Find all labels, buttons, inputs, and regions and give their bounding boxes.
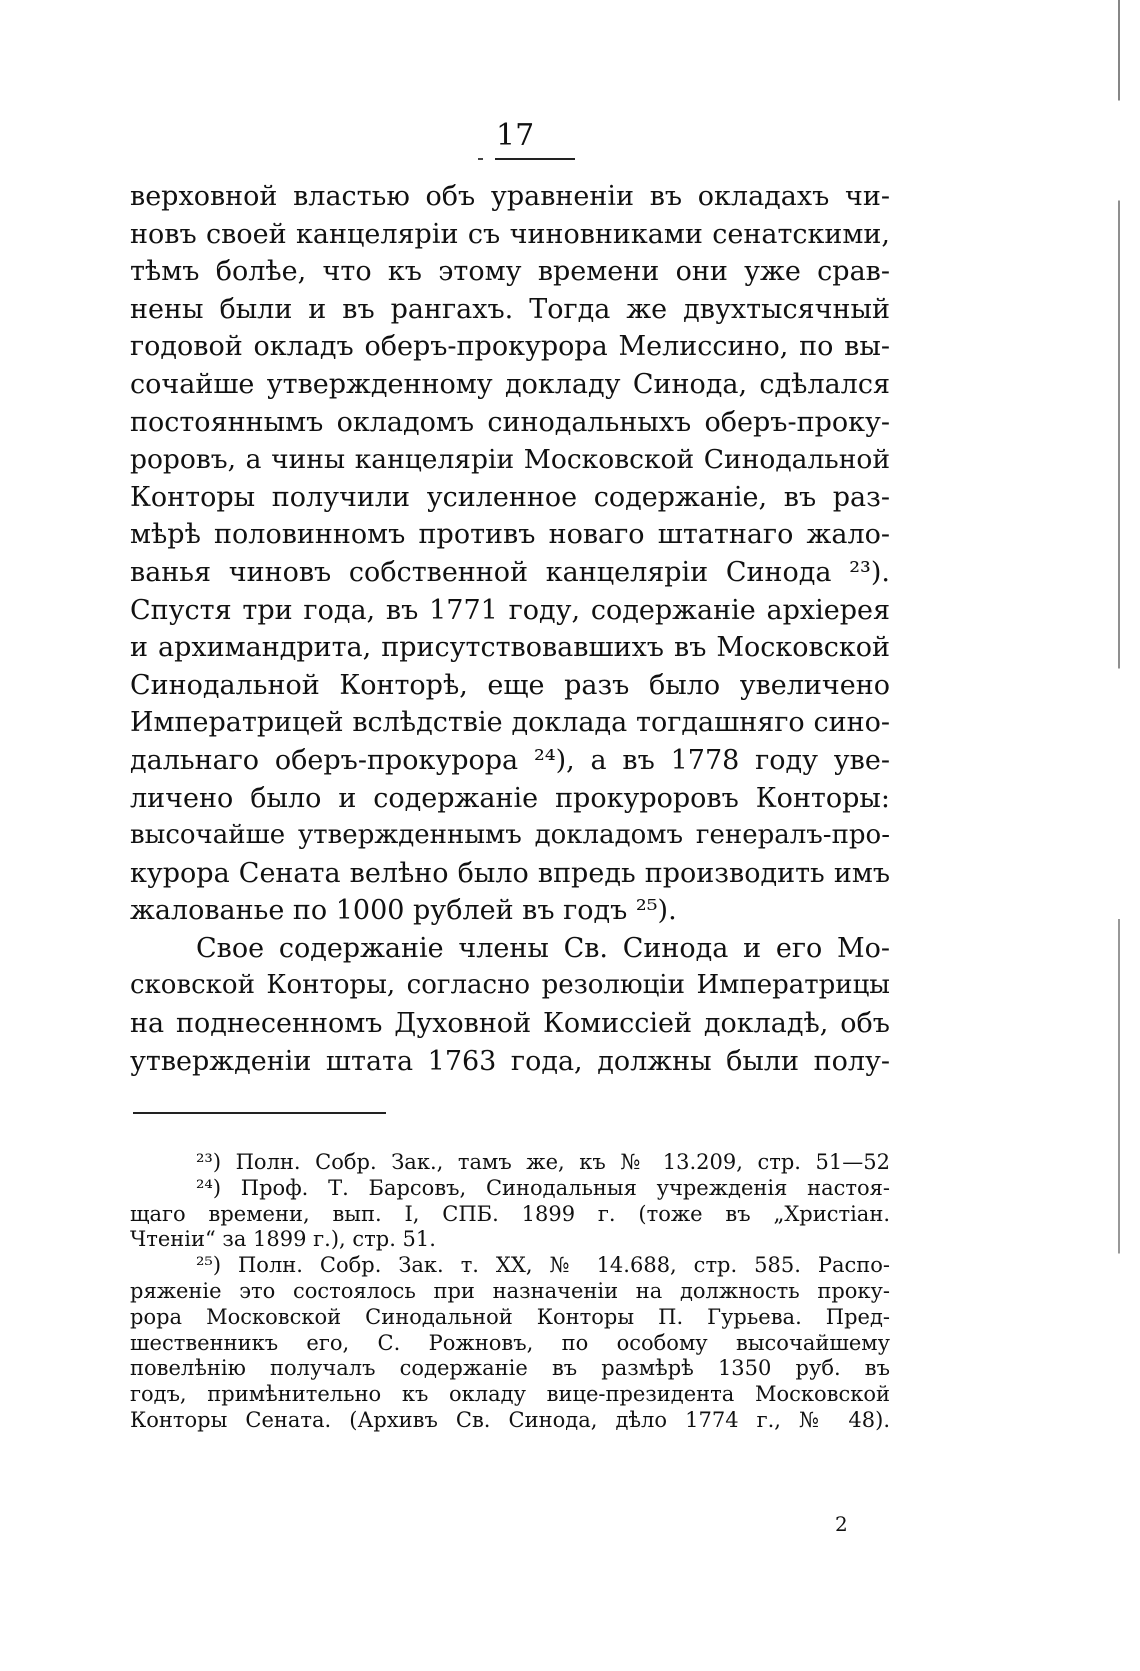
text-line: годовой окладъ оберъ-прокурора Мелиссино, по вы- <box>130 331 890 363</box>
text-line: Синодальной Конторѣ, еще разъ было увеличено <box>130 669 890 701</box>
text-line: и архимандрита, присутствовавшихъ въ Московской <box>130 632 890 664</box>
header-rule <box>495 158 575 160</box>
signature-mark: 2 <box>835 1512 848 1536</box>
main-text <box>130 178 890 1080</box>
footnote-line: ²⁴) Проф. Т. Барсовъ, Синодальныя учрежденія настоя- <box>196 1175 890 1200</box>
text-line: Спустя три года, въ 1771 году, содержаніе архіерея <box>130 594 890 626</box>
text-line: на поднесенномъ Духовной Комиссіей докладѣ, объ <box>130 1008 890 1040</box>
text-line: Конторы получили усиленное содержаніе, въ раз- <box>130 481 890 513</box>
text-line: мѣрѣ половинномъ противъ новаго штатнаго жало- <box>130 519 890 551</box>
text-line: личено было и содержаніе прокуроровъ Конторы: <box>130 782 890 814</box>
text-line: Свое содержаніе члены Св. Синода и его Мо- <box>196 932 890 964</box>
footnote-line: Конторы Сената. (Архивъ Св. Синода, дѣло 1774 г., № 48). <box>130 1407 890 1432</box>
footnote-line: годъ, примѣнительно къ окладу вице-президента Московской <box>130 1382 890 1407</box>
text-line: сочайше утвержденному докладу Синода, сдѣлался <box>130 368 890 400</box>
text-line: постояннымъ окладомъ синодальныхъ оберъ-проку- <box>130 406 890 438</box>
text-line: роровъ, а чины канцеляріи Московской Синодальной <box>130 444 890 476</box>
footnote-line: ряженіе это состоялось при назначеніи на должность проку- <box>130 1278 890 1303</box>
footnote-separator <box>133 1112 386 1114</box>
footnote-line: Чтеніи“ за 1899 г.), стр. 51. <box>130 1227 436 1252</box>
footnote-line: рора Московской Синодальной Конторы П. Гурьева. Пред- <box>130 1304 890 1329</box>
text-line: нены были и въ рангахъ. Тогда же двухтысячный <box>130 293 890 325</box>
footnote-line: повелѣнію получалъ содержаніе въ размѣрѣ 1350 руб. въ <box>130 1356 890 1381</box>
footnote-line: шественникъ его, С. Рожновъ, по особому высочайшему <box>130 1330 890 1355</box>
text-line: утвержденіи штата 1763 года, должны были полу- <box>130 1045 890 1077</box>
text-line: новъ своей канцеляріи съ чиновниками сенатскими, <box>130 218 890 250</box>
scan-edge <box>1118 0 1120 1671</box>
footnote-line: ²³) Полн. Собр. Зак., тамъ же, къ № 13.209, стр. 51—52 <box>196 1150 890 1174</box>
text-line: жалованье по 1000 рублей въ годъ ²⁵). <box>130 895 677 927</box>
footnote-line: щаго времени, вып. I, СПБ. 1899 г. (тоже въ „Христіан. <box>130 1201 890 1226</box>
footnotes <box>130 1150 890 1434</box>
text-line: Императрицей вслѣдствіе доклада тогдашняго сино- <box>130 707 890 739</box>
page-number: 17 <box>496 118 535 153</box>
text-line: сковской Конторы, согласно резолюціи Императрицы <box>130 970 890 1001</box>
text-line: дальнаго оберъ-прокурора ²⁴), а въ 1778 году уве- <box>130 744 890 776</box>
text-line: ванья чиновъ собственной канцеляріи Синода ²³). <box>130 556 890 588</box>
text-line: верховной властью объ уравнeніи въ окладахъ чи- <box>130 181 890 212</box>
text-line: тѣмъ болѣе, что къ этому времени они уже срав- <box>130 256 890 288</box>
footnote-line: ²⁵) Полн. Собр. Зак. т. XX, № 14.688, стр. 585. Распо- <box>196 1253 890 1278</box>
text-line: высочайше утвержденнымъ докладомъ генералъ-про- <box>130 820 890 851</box>
header-mark <box>478 158 483 160</box>
text-line: курора Сената велѣно было впредь производить имъ <box>130 857 890 889</box>
